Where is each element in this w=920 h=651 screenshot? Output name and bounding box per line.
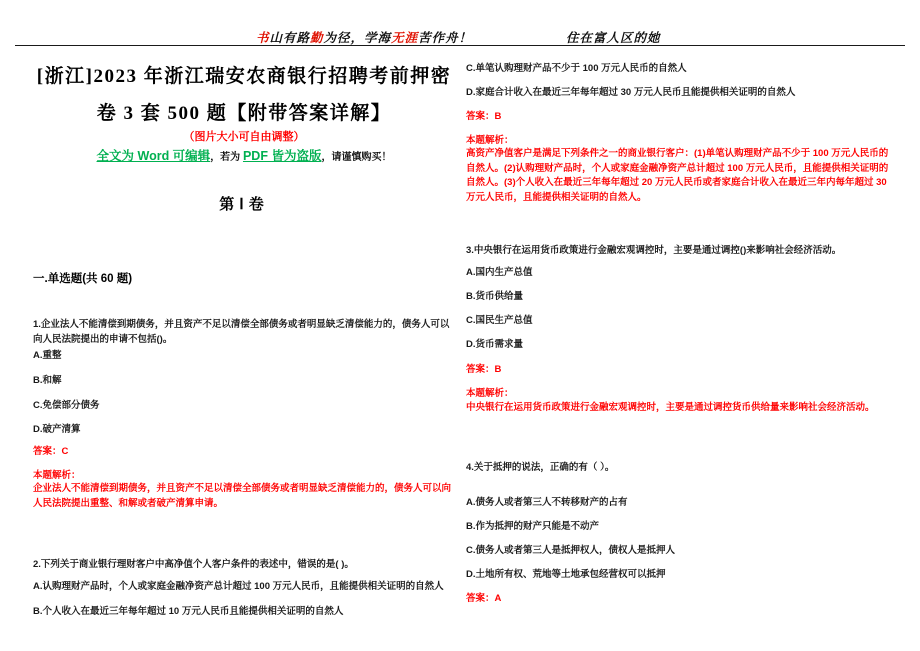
notice-segment: ，若为 xyxy=(210,152,243,163)
motto-segment: 勤 xyxy=(310,31,324,45)
motto-segment: 苦作舟！ xyxy=(418,31,473,45)
question-4-answer: 答案：A xyxy=(466,593,502,604)
resize-note: （图片大小可自由调整） xyxy=(183,131,305,143)
question-2-analysis-label: 本题解析： xyxy=(466,135,514,146)
volume-title: 第Ⅰ卷 xyxy=(219,197,269,213)
question-2-option-d: D.家庭合计收入在最近三年每年超过 30 万元人民币且能提供相关证明的自然人 xyxy=(466,87,796,98)
question-1-answer: 答案：C xyxy=(33,446,69,457)
question-3-text: 3.中央银行在运用货币政策进行金融宏观调控时，主要是通过调控()来影响社会经济活动。 xyxy=(466,245,842,256)
header-divider xyxy=(15,45,905,46)
question-4-option-b: B.作为抵押的财产只能是不动产 xyxy=(466,521,600,532)
notice-segment: ，请谨慎购买！ xyxy=(321,152,392,163)
motto-segment: 无涯 xyxy=(391,31,419,45)
question-1-analysis: 企业法人不能清偿到期债务，并且资产不足以清偿全部债务或者明显缺乏清偿能力的，债务人可以向人民法院提出重整、和解或者破产清算申请。 xyxy=(33,483,452,509)
purchase-notice xyxy=(33,148,455,165)
question-4-option-d: D.土地所有权、荒地等土地承包经营权可以抵押 xyxy=(466,569,666,580)
question-2-option-b: B.个人收入在最近三年每年超过 10 万元人民币且能提供相关证明的自然人 xyxy=(33,606,344,617)
header-motto-right: 住在富人区的她 xyxy=(566,31,661,45)
question-3-option-c: C.国民生产总值 xyxy=(466,315,533,326)
page-title: [浙江]2023 年浙江瑞安农商银行招聘考前押密卷 3 套 500 题【附带答案详解】 xyxy=(36,66,452,124)
question-1-option-d: D.破产清算 xyxy=(33,424,81,435)
question-2-analysis: 高资产净值客户是满足下列条件之一的商业银行客户：(1)单笔认购理财产品不少于 100 万元人民币的自然人。(2)认购理财产品时，个人或家庭金融净资产总计超过 100 万元人民币，且能提供相关证明的自然人。(3)个人收入在最近三年每年超过 20 万元人民币或者家庭合计收入在最近三年内每年超过 30 万元人民币，且能提供相关证明的自然人。 xyxy=(466,148,889,204)
question-4-option-a: A.债务人或者第三人不转移财产的占有 xyxy=(466,497,628,508)
question-3-option-a: A.国内生产总值 xyxy=(466,267,533,278)
question-1-option-c: C.免偿部分债务 xyxy=(33,400,100,411)
question-3-option-d: D.货币需求量 xyxy=(466,339,524,350)
question-3-option-b: B.货币供给量 xyxy=(466,291,524,302)
header-motto-left xyxy=(256,28,472,46)
motto-segment: 为径，学海 xyxy=(323,31,392,45)
question-2-option-c: C.单笔认购理财产品不少于 100 万元人民币的自然人 xyxy=(466,63,687,74)
question-4-option-c: C.债务人或者第三人是抵押权人，债权人是抵押人 xyxy=(466,545,676,556)
question-2-option-a: A.认购理财产品时，个人或家庭金融净资产总计超过 100 万元人民币，且能提供相关证明的自然人 xyxy=(33,581,444,592)
question-3-answer: 答案：B xyxy=(466,364,502,375)
question-3-analysis-label: 本题解析： xyxy=(466,388,514,399)
word-editable-link[interactable]: 全文为 Word 可编辑 xyxy=(96,149,211,163)
question-2-answer: 答案：B xyxy=(466,111,502,122)
question-1-option-b: B.和解 xyxy=(33,375,62,386)
motto-segment: 山有路 xyxy=(269,31,311,45)
pdf-pirate-link[interactable]: PDF 皆为盗版 xyxy=(242,149,322,163)
question-3-analysis: 中央银行在运用货币政策进行金融宏观调控时，主要是通过调控货币供给量来影响社会经济活动。 xyxy=(466,402,875,413)
question-1-option-a: A.重整 xyxy=(33,350,62,361)
motto-segment: 书 xyxy=(256,31,270,45)
section-title: 一.单选题(共 60 题) xyxy=(33,273,133,285)
question-2-text: 2.下列关于商业银行理财客户中高净值个人客户条件的表述中，错误的是( )。 xyxy=(33,559,354,570)
question-1-text: 1.企业法人不能清偿到期债务，并且资产不足以清偿全部债务或者明显缺乏清偿能力的，债务人可以向人民法院提出的申请不包括()。 xyxy=(33,319,450,345)
question-4-text: 4.关于抵押的说法，正确的有（ ）。 xyxy=(466,462,615,473)
question-1-analysis-label: 本题解析： xyxy=(33,470,81,481)
